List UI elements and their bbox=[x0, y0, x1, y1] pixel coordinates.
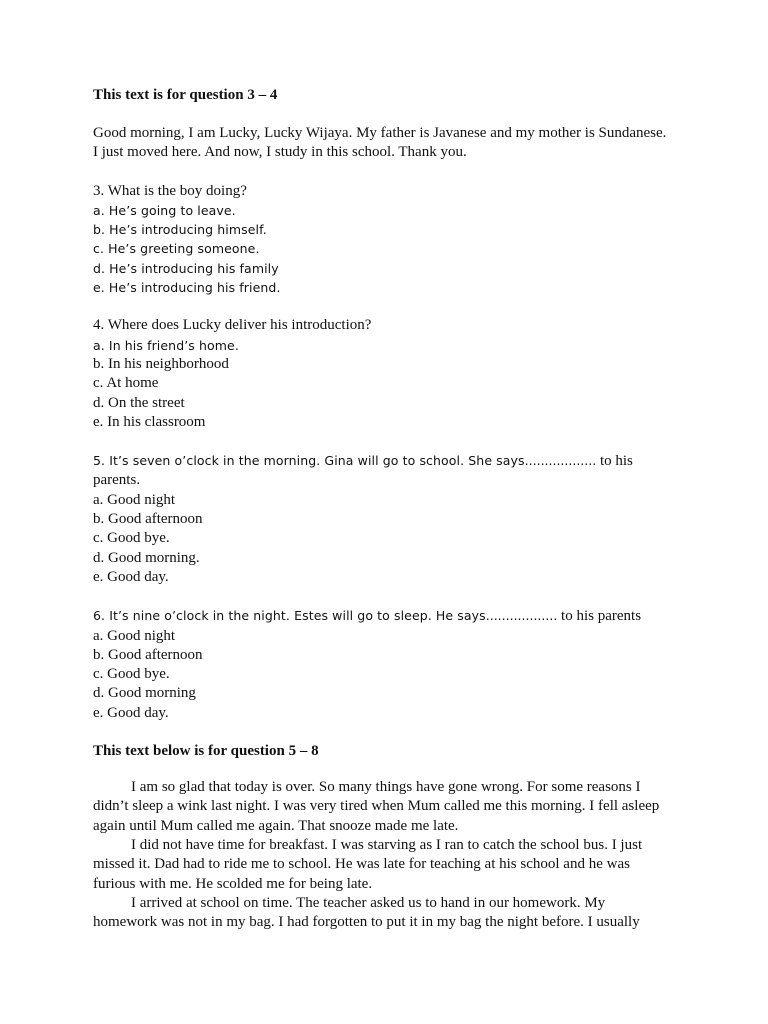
question-5-option-e: e. Good day. bbox=[93, 568, 169, 585]
question-6 bbox=[93, 606, 668, 723]
question-6-text bbox=[93, 606, 668, 626]
question-6-option-e: e. Good day. bbox=[93, 704, 169, 721]
question-3-text: 3. What is the boy doing? bbox=[93, 182, 247, 199]
question-6-option-c: c. Good bye. bbox=[93, 666, 170, 683]
question-6-option-d: d. Good morning bbox=[93, 685, 196, 702]
question-4-option-d: d. On the street bbox=[93, 394, 185, 411]
question-5-option-d: d. Good morning. bbox=[93, 549, 200, 566]
question-4-text: 4. Where does Lucky deliver his introduction? bbox=[93, 317, 372, 334]
question-4-option-c: c. At home bbox=[93, 375, 159, 392]
question-5 bbox=[93, 451, 668, 587]
question-6-blank: .................. bbox=[485, 608, 558, 624]
question-5-option-a: a. Good night bbox=[93, 491, 176, 508]
section2-heading: This text below is for question 5 – 8 bbox=[93, 743, 319, 760]
question-3-option-c: c. He’s greeting someone. bbox=[93, 241, 260, 257]
section1-heading: This text is for question 3 – 4 bbox=[93, 87, 278, 103]
question-5-blank: .................. bbox=[524, 453, 597, 469]
section1-passage: Good morning, I am Lucky, Lucky Wijaya. My father is Javanese and my mother is Sundanese. I just moved here. And now, I study in this school. Thank you. bbox=[93, 125, 667, 161]
question-4 bbox=[93, 316, 668, 432]
passage-paragraph-2: I did not have time for breakfast. I was starving as I ran to catch the school bus. I just missed it. Dad had to ride me to school. He was late for teaching at his school and he was furious with me. He scolded me for being late. bbox=[93, 836, 643, 892]
question-6-option-b: b. Good afternoon bbox=[93, 646, 203, 663]
question-4-option-b: b. In his neighborhood bbox=[93, 355, 229, 372]
question-5-tail: to his parents. bbox=[93, 453, 633, 489]
question-4-option-a: a. In his friend’s home. bbox=[93, 337, 239, 353]
question-6-prompt: 6. It’s nine o’clock in the night. Estes will go to sleep. He says bbox=[93, 608, 486, 624]
question-3-option-e: e. He’s introducing his friend. bbox=[93, 280, 281, 296]
question-3-option-a: a. He’s going to leave. bbox=[93, 202, 236, 218]
question-6-option-a: a. Good night bbox=[93, 627, 176, 644]
question-5-text bbox=[93, 451, 668, 491]
question-3 bbox=[93, 182, 668, 298]
question-5-prompt: 5. It’s seven o’clock in the morning. Gina will go to school. She says bbox=[93, 453, 525, 469]
question-5-option-c: c. Good bye. bbox=[93, 530, 170, 547]
question-5-option-b: b. Good afternoon bbox=[93, 511, 203, 528]
question-4-option-e: e. In his classroom bbox=[93, 413, 206, 430]
section2-passage bbox=[93, 778, 668, 932]
question-3-option-b: b. He’s introducing himself. bbox=[93, 222, 267, 238]
passage-paragraph-1: I am so glad that today is over. So many things have gone wrong. For some reasons I didn’t sleep a wink last night. I was very tired when Mum called me this morning. I fell asleep again until Mum called me again. That snooze made me late. bbox=[93, 779, 660, 834]
passage-paragraph-3: I arrived at school on time. The teacher asked us to hand in our homework. My homework was not in my bag. I had forgotten to put it in my bag the night before. I usually bbox=[93, 894, 640, 931]
question-6-tail: to his parents bbox=[557, 608, 642, 625]
question-3-option-d: d. He’s introducing his family bbox=[93, 260, 279, 276]
